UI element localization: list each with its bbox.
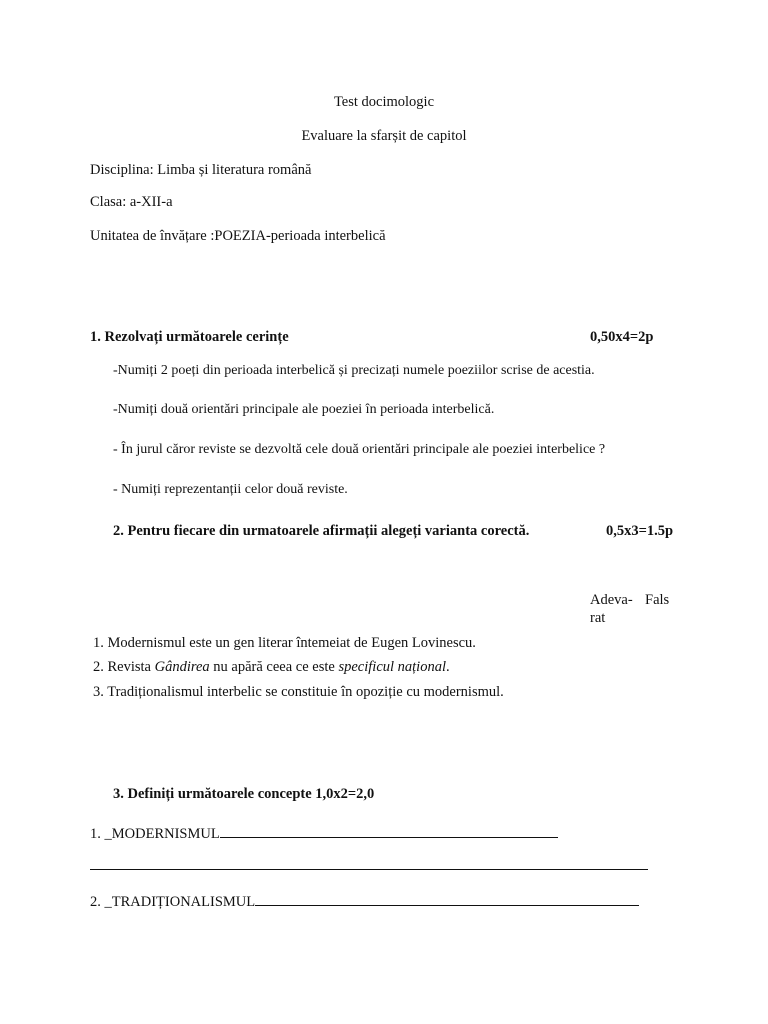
section1-item-1: -Numiți 2 poeți din perioada interbelică și precizați numele poeziilor scrise de acestia. [113,363,595,378]
section2-title: 2. Pentru fiecare din urmatoarele afirmații alegeți varianta corectă. [113,523,530,539]
section2-score: 0,5x3=1.5p [606,523,674,539]
document-title: Test docimologic [333,94,435,110]
concept-1-answer-blank-continued[interactable] [90,855,648,870]
statement-2 [93,658,450,676]
concept-2-label: 2. _TRADIȚIONALISMUL [90,894,256,910]
statement-2-end: . [446,659,450,675]
statement-2-middle: nu apără ceea ce este [209,659,339,675]
document-subtitle: Evaluare la sfarșit de capitol [301,128,467,144]
true-column-header-part1: Adeva- [590,592,633,608]
statement-1: 1. Modernismul este un gen literar întemeiat de Eugen Lovinescu. [93,635,476,651]
false-column-header: Fals [645,592,670,608]
discipline-line: Disciplina: Limba și literatura română [90,162,312,178]
true-column-header-part2: rat [590,610,606,626]
concept-1-answer-blank[interactable] [220,823,558,838]
magazine-name: Gândirea [154,659,210,675]
answer-line-continuation [90,855,648,875]
unit-line: Unitatea de învățare :POEZIA-perioada interbelică [90,228,386,244]
concept-2-line [90,891,639,911]
statement-3: 3. Tradiționalismul interbelic se constituie în opoziție cu modernismul. [93,684,504,700]
section1-title: 1. Rezolvați următoarele cerințe [90,329,289,345]
section3-title: 3. Definiți următoarele concepte 1,0x2=2,0 [113,786,375,802]
concept-2-answer-blank[interactable] [255,891,639,906]
section1-item-2: -Numiți două orientări principale ale poeziei în perioada interbelică. [113,402,495,417]
italic-term: specificul național [338,659,446,675]
concept-1-line [90,823,558,843]
section1-score: 0,50x4=2p [590,329,654,345]
statement-2-prefix: 2. Revista [93,659,155,675]
class-line: Clasa: a-XII-a [90,194,173,210]
section1-item-3: - În jurul căror reviste se dezvoltă cele două orientări principale ale poeziei interbelice ? [113,442,606,457]
concept-1-label: 1. _MODERNISMUL [90,826,220,842]
section1-item-4: - Numiți reprezentanții celor două reviste. [113,482,348,497]
